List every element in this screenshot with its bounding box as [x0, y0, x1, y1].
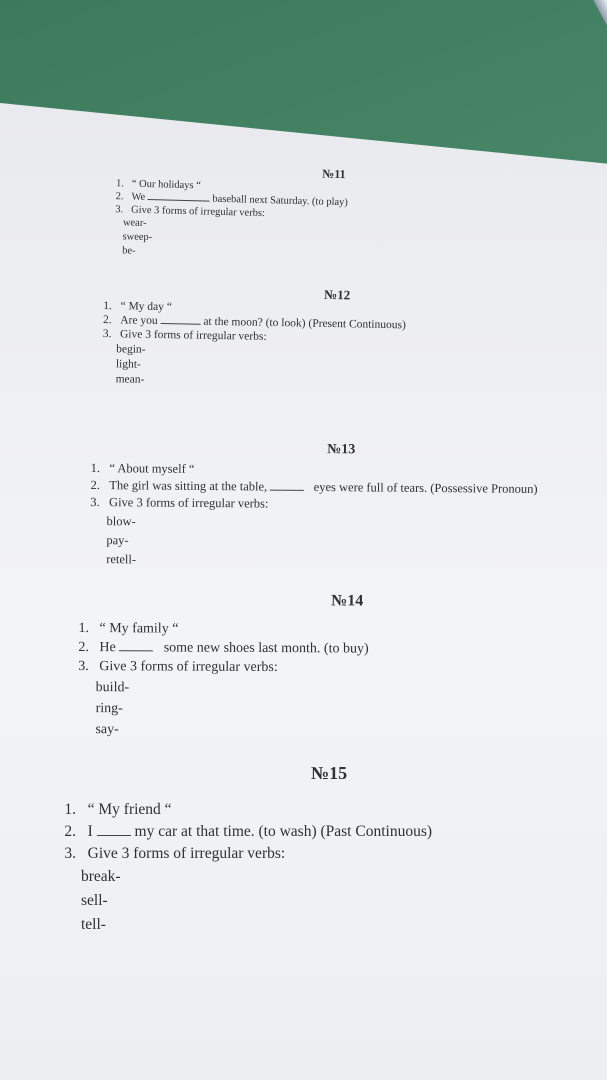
list-item: 3. Give 3 forms of irregular verbs:	[115, 204, 266, 220]
verb: blow-	[106, 514, 136, 529]
verb-list	[122, 216, 153, 259]
verb-list	[115, 342, 145, 388]
verb: pay-	[106, 533, 129, 548]
list-item: 2. Are you at the moon? (to look) (Present Continuous)	[102, 314, 406, 332]
list-item: 1. “ Our holidays “	[115, 178, 202, 192]
section-number: №15	[311, 763, 348, 783]
list-item: 2. I my car at that time. (to wash) (Past Continuous)	[64, 823, 433, 840]
list-item: 3. Give 3 forms of irregular verbs:	[64, 845, 286, 862]
verb: mean-	[115, 373, 145, 386]
verb-list	[81, 865, 121, 937]
verb: ring-	[95, 701, 123, 717]
verb: tell-	[81, 916, 106, 933]
verb: begin-	[116, 343, 146, 356]
list-item: 3. Give 3 forms of irregular verbs:	[78, 659, 278, 676]
verb: be-	[122, 245, 136, 257]
list-item: 2. He some new shoes last month. (to buy)	[78, 640, 369, 657]
answer-blank	[97, 835, 131, 836]
section-number: №11	[322, 166, 346, 182]
list-item: 3. Give 3 forms of irregular verbs:	[102, 328, 267, 343]
list-item: 2. The girl was sitting at the table, eyes were full of tears. (Possessive Pronoun)	[90, 478, 538, 496]
verb: build-	[95, 680, 130, 696]
section-number: №13	[327, 442, 356, 458]
answer-blank	[119, 650, 153, 651]
list-item: 3. Give 3 forms of irregular verbs:	[90, 495, 269, 511]
list-item: 1. “ My friend “	[64, 801, 172, 818]
verb: break-	[81, 868, 121, 885]
verb: wear-	[122, 217, 147, 229]
verb-list	[95, 677, 129, 740]
answer-blank	[160, 323, 200, 325]
answer-blank	[148, 199, 210, 202]
verb: sell-	[81, 892, 108, 909]
section-number: №12	[324, 286, 351, 303]
list-item: 1. “ My day “	[103, 300, 173, 314]
verb-list	[106, 512, 136, 569]
verb: sweep-	[122, 231, 153, 244]
list-item: 1. “ My family “	[78, 621, 179, 637]
verb: light-	[115, 358, 141, 371]
section-number: №14	[331, 592, 364, 610]
list-item: 1. “ About myself “	[90, 461, 195, 476]
verb: say-	[95, 722, 119, 738]
list-item: 2. We baseball next Saturday. (to play)	[115, 191, 348, 209]
answer-blank	[270, 490, 304, 491]
verb: retell-	[106, 552, 137, 567]
